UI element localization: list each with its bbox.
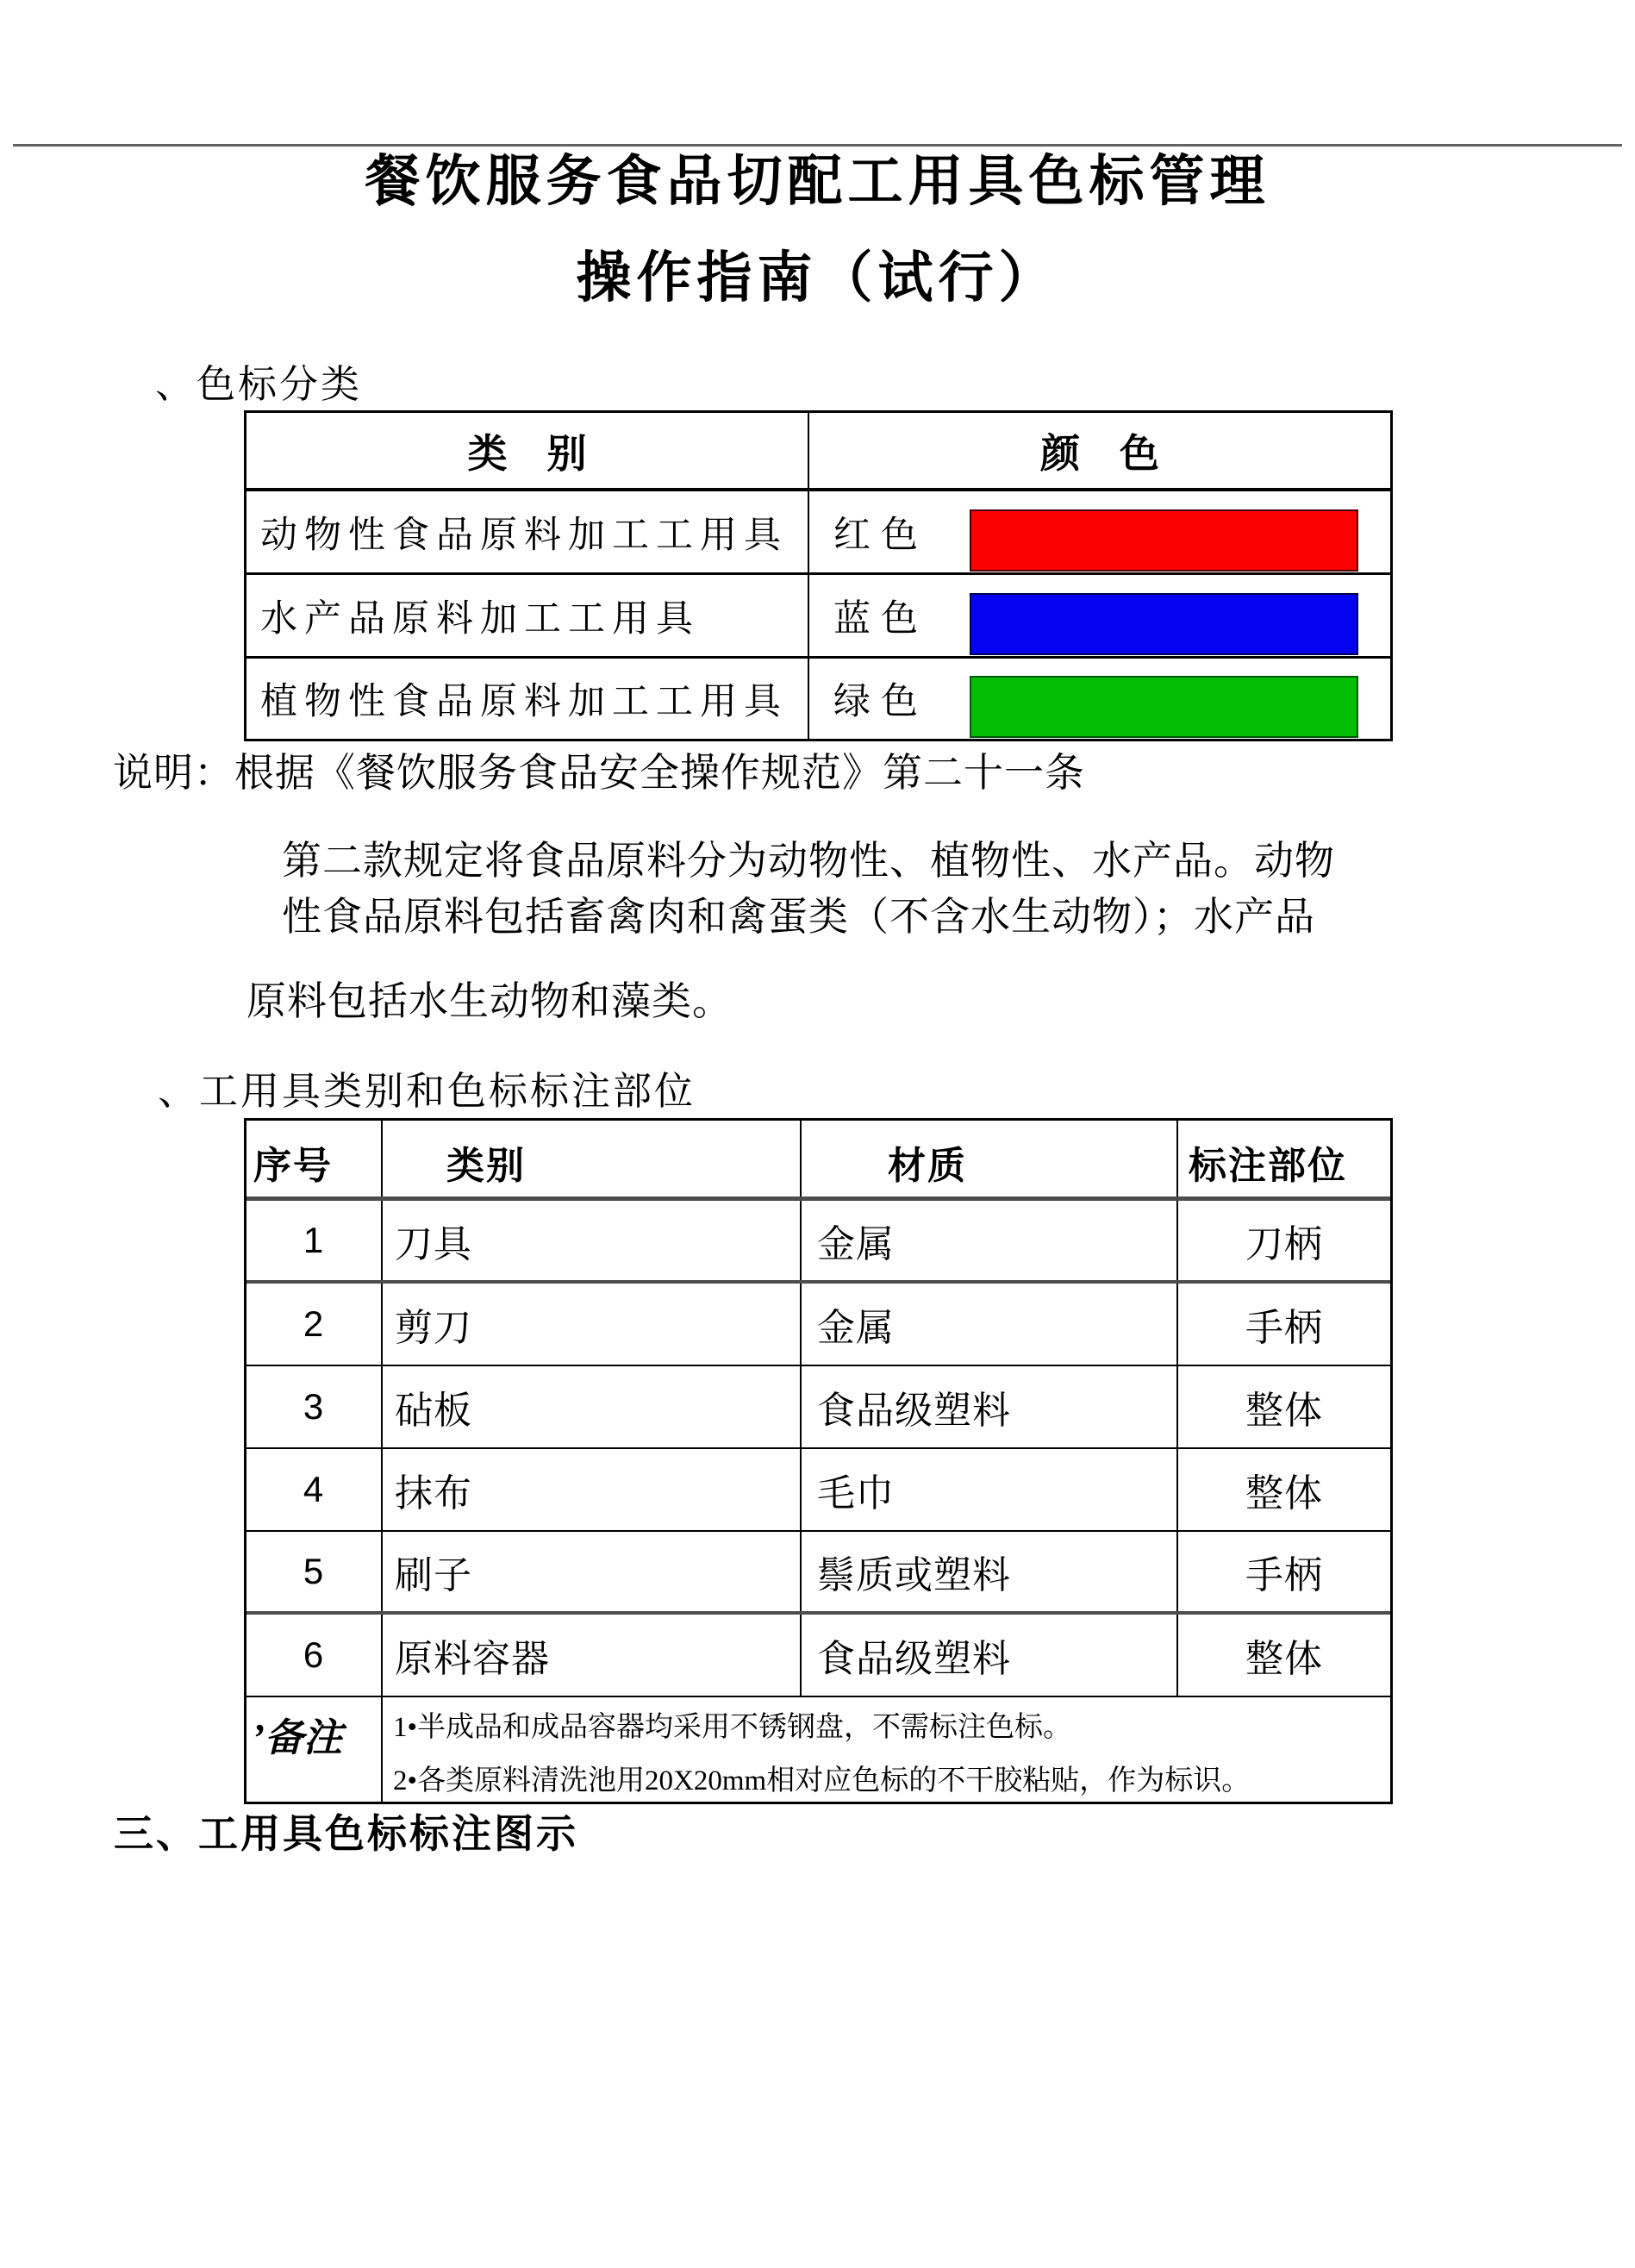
tool-name: 刀具 [383, 1201, 802, 1280]
table1-header-color: 颜 色 [1040, 431, 1159, 476]
remark-notes [383, 1697, 1390, 1802]
color-name-label: 红色 [833, 515, 928, 556]
mark-position: 刀柄 [1245, 1223, 1323, 1265]
page-title-line1: 餐饮服务食品切配工用具色标管理 [365, 150, 1270, 212]
red-color-swatch [970, 509, 1358, 572]
table-row [246, 1284, 1390, 1366]
row-number: 6 [246, 1615, 383, 1696]
row-number: 3 [246, 1366, 383, 1447]
table1-header-category: 类 别 [246, 413, 809, 488]
color-cell [809, 575, 1390, 656]
table2-header-name: 类别 [383, 1121, 802, 1196]
tool-name: 原料容器 [383, 1615, 802, 1696]
explanation-line: 第二款规定将食品原料分为动物性、植物性、水产品。动物 [282, 838, 1335, 883]
mark-position: 手柄 [1245, 1307, 1323, 1349]
mark-position: 手柄 [1245, 1554, 1323, 1596]
tool-material: 金属 [802, 1201, 1178, 1280]
header-rule [13, 144, 1622, 147]
remark-row [246, 1697, 1390, 1802]
mark-position: 整体 [1245, 1390, 1323, 1432]
mark-position: 整体 [1245, 1472, 1323, 1515]
color-classification-table [244, 410, 1393, 741]
row-number: 5 [246, 1532, 383, 1611]
table-row [246, 1532, 1390, 1615]
tool-material: 食品级塑料 [802, 1615, 1178, 1696]
row-number: 2 [246, 1284, 383, 1365]
table-row [246, 1201, 1390, 1284]
blue-color-swatch [970, 593, 1358, 655]
table-row [246, 659, 1390, 739]
row-number: 1 [246, 1201, 383, 1280]
section1-heading: 、色标分类 [155, 362, 363, 406]
color-cell [809, 491, 1390, 572]
color-cell [809, 659, 1390, 739]
table-row [246, 1366, 1390, 1449]
table-row [246, 1449, 1390, 1532]
category-cell: 水产品原料加工工用具 [246, 575, 809, 656]
table-row [246, 491, 1390, 575]
table2-header-material: 材质 [802, 1121, 1178, 1196]
category-cell: 植物性食品原料加工工用具 [246, 659, 809, 739]
color-name-label: 绿色 [833, 682, 928, 722]
section2-heading: 、工用具类别和色标标注部位 [158, 1069, 696, 1113]
table2-header-no: 序号 [246, 1121, 383, 1196]
tool-name: 砧板 [383, 1366, 802, 1447]
tool-material: 食品级塑料 [802, 1366, 1178, 1447]
page-title-line2: 操作指南（试行） [576, 247, 1059, 309]
tool-material: 毛巾 [802, 1449, 1178, 1530]
table-row [246, 575, 1390, 659]
mark-position: 整体 [1245, 1638, 1323, 1680]
table-row [246, 1615, 1390, 1697]
tool-material: 金属 [802, 1284, 1178, 1365]
remark-note-2: 2•各类原料清洗池用20X20mm相对应色标的不干胶粘贴，作为标识。 [393, 1765, 1251, 1796]
tool-category-table [244, 1118, 1393, 1804]
explanation-intro: 说明：根据《餐饮服务食品安全操作规范》第二十一条 [113, 750, 1085, 795]
table2-header-position: 标注部位 [1189, 1145, 1347, 1187]
table2-header-row [246, 1121, 1390, 1201]
green-color-swatch [970, 676, 1358, 738]
table1-header-row [246, 413, 1390, 491]
tool-name: 刷子 [383, 1532, 802, 1611]
remark-label: ’备注 [246, 1697, 383, 1802]
section3-heading: 三、工用具色标标注图示 [114, 1811, 578, 1856]
color-name-label: 蓝色 [833, 598, 928, 640]
explanation-line: 原料包括水生动物和藻类。 [246, 978, 733, 1023]
tool-material: 鬃质或塑料 [802, 1532, 1178, 1611]
tool-name: 剪刀 [383, 1284, 802, 1365]
row-number: 4 [246, 1449, 383, 1530]
category-cell: 动物性食品原料加工工用具 [246, 491, 809, 572]
remark-note-1: 1•半成品和成品容器均采用不锈钢盘，不需标注色标。 [393, 1712, 1072, 1743]
tool-name: 抹布 [383, 1449, 802, 1530]
explanation-line: 性食品原料包括畜禽肉和禽蛋类（不含水生动物）；水产品 [282, 894, 1315, 939]
